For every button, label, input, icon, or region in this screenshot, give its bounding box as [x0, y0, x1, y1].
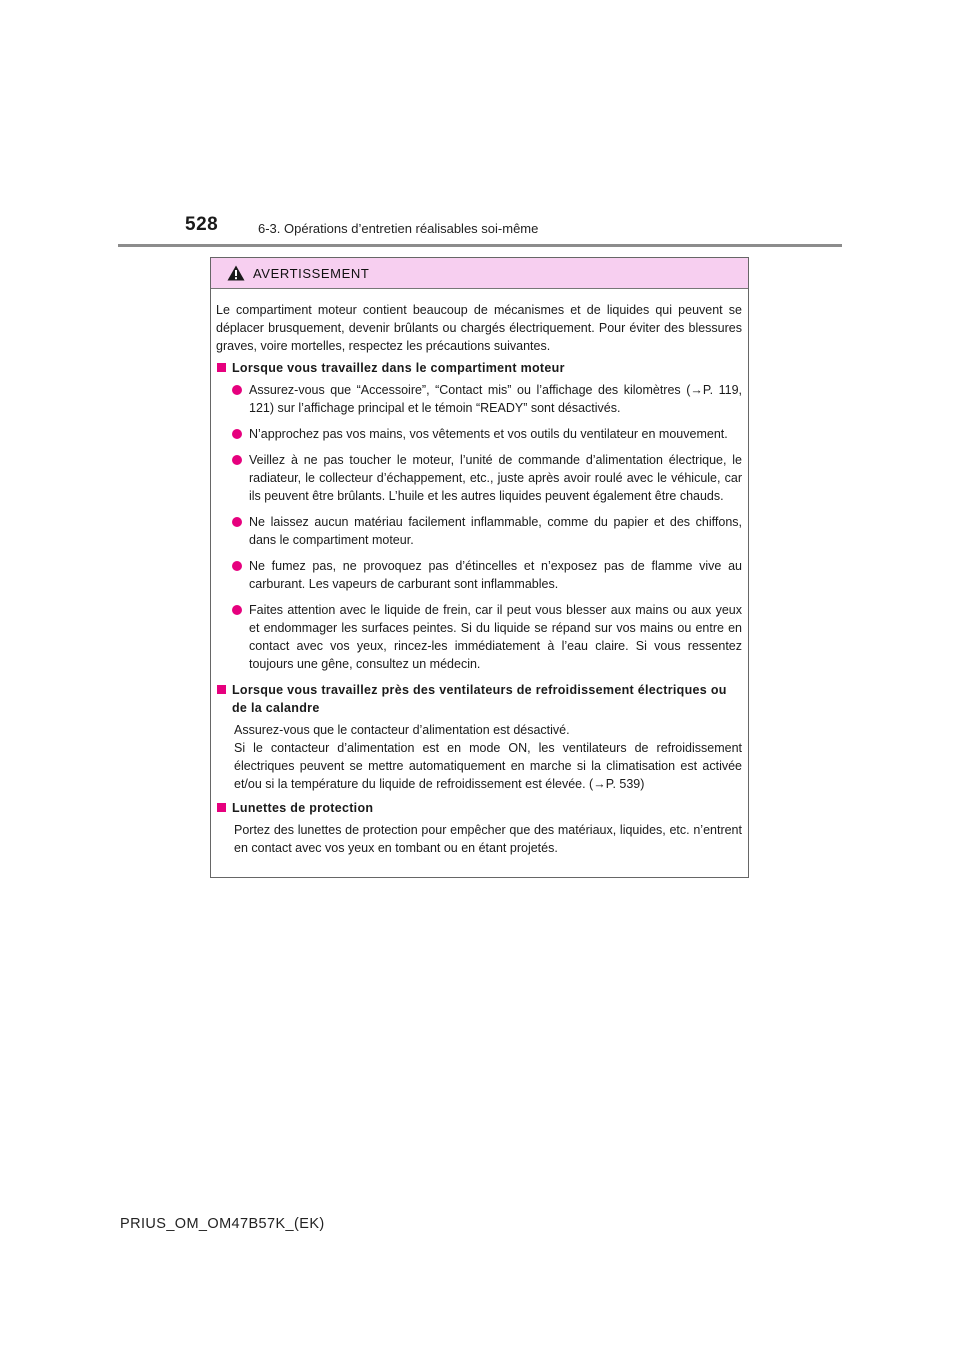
paragraph: Portez des lunettes de protection pour empêcher que des matériaux, liquides, etc. n’entrent en contact avec vos yeux en tombant ou en étant projetés.: [234, 823, 742, 855]
bullet-text: Ne laissez aucun matériau facilement inflammable, comme du papier et des chiffons, dans le compartiment moteur.: [249, 515, 742, 547]
bullet-item: [232, 381, 742, 417]
round-bullet-icon: [232, 517, 242, 527]
section-heading-text: Lorsque vous travaillez dans le compartiment moteur: [232, 361, 565, 375]
section-paragraphs: [234, 821, 742, 857]
bullet-item: [232, 425, 742, 443]
round-bullet-icon: [232, 605, 242, 615]
section-heading-protective-glasses: [216, 799, 742, 817]
warning-header: [211, 258, 748, 289]
paragraph: Si le contacteur d’alimentation est en mode ON, les ventilateurs de refroidissement électriques peuvent se mettre automatiquement en marche si la climatisation est activée et/ou si la température du liquide de refroidissement est élevée. (→P. 539): [234, 741, 742, 791]
paragraph: Assurez-vous que le contacteur d’alimentation est désactivé.: [234, 723, 570, 737]
warning-box: [210, 257, 749, 878]
bullet-text: Veillez à ne pas toucher le moteur, l’unité de commande d’alimentation électrique, le radiateur, le collecteur d’échappement, etc., juste après avoir roulé avec le véhicule, car ils peuvent être brûlants. L’huile et les autres liquides peuvent également être chauds.: [249, 453, 742, 503]
page-number: 528: [185, 214, 219, 235]
header-rule: [118, 244, 842, 247]
bullet-item: [232, 601, 742, 673]
warning-intro: Le compartiment moteur contient beaucoup de mécanismes et de liquides qui peuvent se déplacer brusquement, devenir brûlants ou chargés électriquement. Pour éviter des blessures graves, voire mortelles, respectez les précautions suivantes.: [216, 303, 742, 353]
round-bullet-icon: [232, 385, 242, 395]
bullet-item: [232, 513, 742, 549]
bullet-text: Faites attention avec le liquide de frein, car il peut vous blesser aux mains ou aux yeux et endommager les surfaces peintes. Si du liquide se répand sur vos mains ou entre en contact avec vos yeux, rincez-les immédiatement à l’eau claire. Si vous ressentez toujours une gêne, consultez un médecin.: [249, 603, 742, 671]
round-bullet-icon: [232, 561, 242, 571]
square-bullet-icon: [217, 803, 226, 812]
footer-model-code: PRIUS_OM_OM47B57K_(EK): [120, 1216, 325, 1232]
bullet-text: N’approchez pas vos mains, vos vêtements et vos outils du ventilateur en mouvement.: [249, 427, 728, 441]
round-bullet-icon: [232, 455, 242, 465]
square-bullet-icon: [217, 363, 226, 372]
section-heading-engine-compartment: [216, 359, 742, 377]
section-paragraphs: [234, 721, 742, 793]
section-heading-text: Lorsque vous travaillez près des ventilateurs de refroidissement électriques ou de la calandre: [232, 683, 727, 715]
warning-title: AVERTISSEMENT: [253, 265, 370, 281]
section-heading-cooling-fans: [216, 681, 742, 717]
round-bullet-icon: [232, 429, 242, 439]
square-bullet-icon: [217, 685, 226, 694]
section-heading-text: Lunettes de protection: [232, 801, 374, 815]
bullet-text: Assurez-vous que “Accessoire”, “Contact mis” ou l’affichage des kilomètres (→P. 119, 121) sur l’affichage principal et le témoin “READY” sont désactivés.: [249, 383, 742, 415]
warning-body: [211, 289, 748, 857]
bullet-text: Ne fumez pas, ne provoquez pas d’étincelles et n’exposez pas de flamme vive au carburant. Les vapeurs de carburant sont inflammables.: [249, 559, 742, 591]
bullet-item: [232, 451, 742, 505]
section-title: 6-3. Opérations d’entretien réalisables soi-même: [258, 221, 539, 236]
bullet-item: [232, 557, 742, 593]
warning-triangle-icon: [227, 265, 245, 281]
